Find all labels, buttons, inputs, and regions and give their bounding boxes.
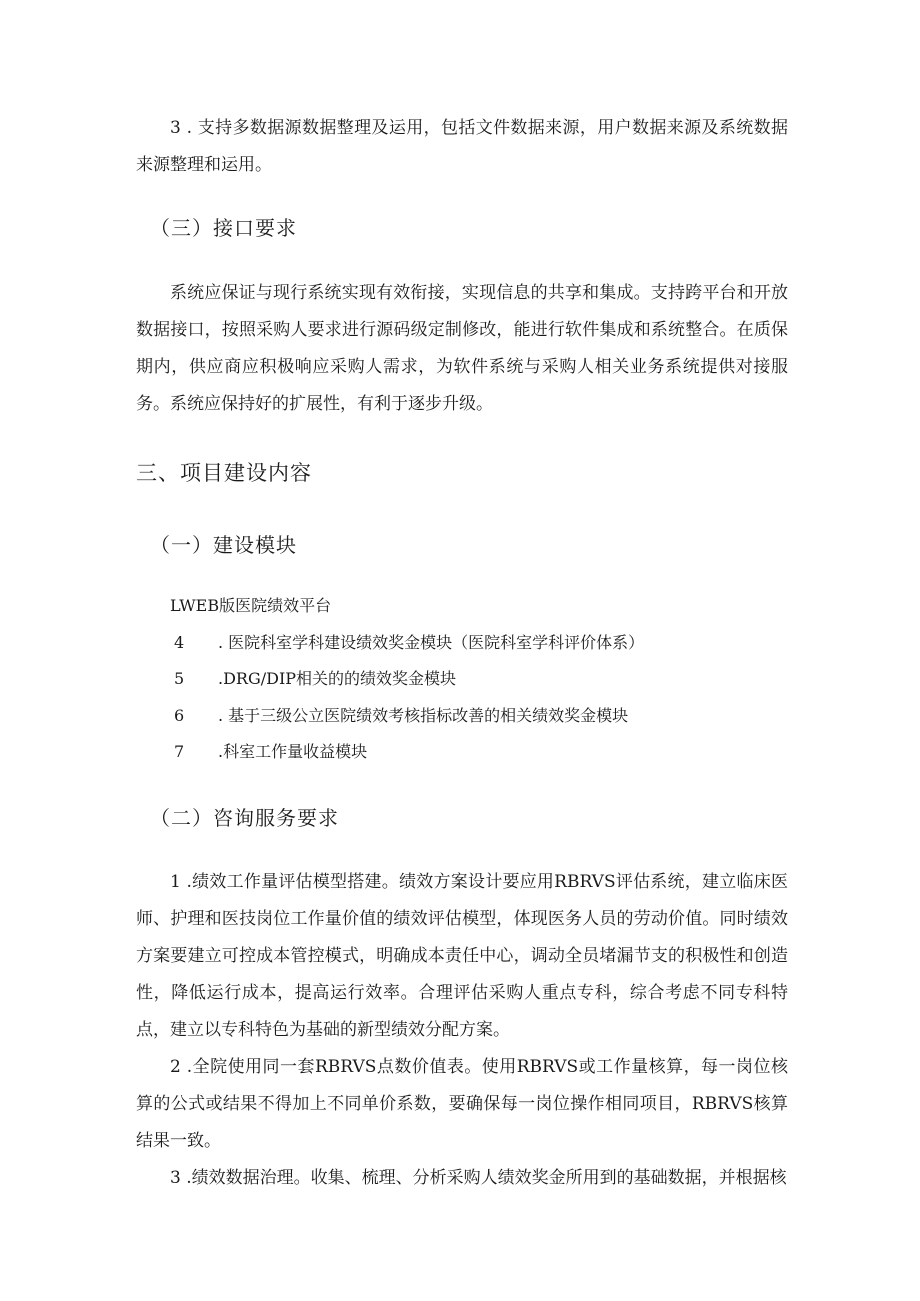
interface-heading: （三）接口要求 — [150, 216, 297, 240]
interface-paragraph: 系统应保证与现行系统实现有效衔接，实现信息的共享和集成。支持跨平台和开放数据接口，按照采购人要求进行源码级定制修改，能进行软件集成和系统整合。在质保期内，供应商应积极响应采购人需求，为软件系统与采购人相关业务系统提供对接服务。系统应保持好的扩展性，有利于逐步升级。 — [136, 283, 788, 414]
modules-heading: （一）建设模块 — [150, 533, 297, 557]
consulting-paragraph-2: 2 .全院使用同一套RBRVS点数价值表。使用RBRVS或工作量核算，每一岗位核算的公式或结果不得加上不同单价系数，要确保每一岗位操作相同项目，RBRVS核算结果一致。 — [136, 1057, 788, 1151]
consulting-heading: （二）咨询服务要求 — [150, 806, 339, 830]
module-item-number: 6 — [174, 706, 185, 725]
modules-intro: LWEB版医院绩效平台 — [170, 596, 332, 615]
data-source-item: 3 . 支持多数据源数据整理及运用，包括文件数据来源，用户数据来源及系统数据来源整理和运用。 — [136, 118, 788, 175]
consulting-paragraph-1: 1 .绩效工作量评估模型搭建。绩效方案设计要应用RBRVS评估系统，建立临床医师、护理和医技岗位工作量价值的绩效评估模型，体现医务人员的劳动价值。同时绩效方案要建立可控成本管控模式，明确成本责任中心，调动全员堵漏节支的积极性和创造性，降低运行成本，提高运行效率。合理评估采购人重点专科，综合考虑不同专科特点，建立以专科特色为基础的新型绩效分配方案。 — [136, 872, 789, 1040]
module-item-text: .科室工作量收益模块 — [218, 742, 368, 761]
module-item-text: .DRG/DIP相关的的绩效奖金模块 — [218, 669, 457, 688]
section-three-heading: 三、项目建设内容 — [136, 461, 312, 485]
module-item-text: . 医院科室学科建设绩效奖金模块（医院科室学科评价体系） — [218, 633, 645, 652]
consulting-paragraph-3: 3 .绩效数据治理。收集、梳理、分析采购人绩效奖金所用到的基础数据，并根据核 — [170, 1168, 787, 1188]
module-item-number: 4 — [174, 633, 185, 652]
module-item-number: 7 — [174, 742, 185, 761]
module-item-text: . 基于三级公立医院绩效考核指标改善的相关绩效奖金模块 — [218, 706, 629, 725]
module-item-number: 5 — [174, 669, 185, 688]
